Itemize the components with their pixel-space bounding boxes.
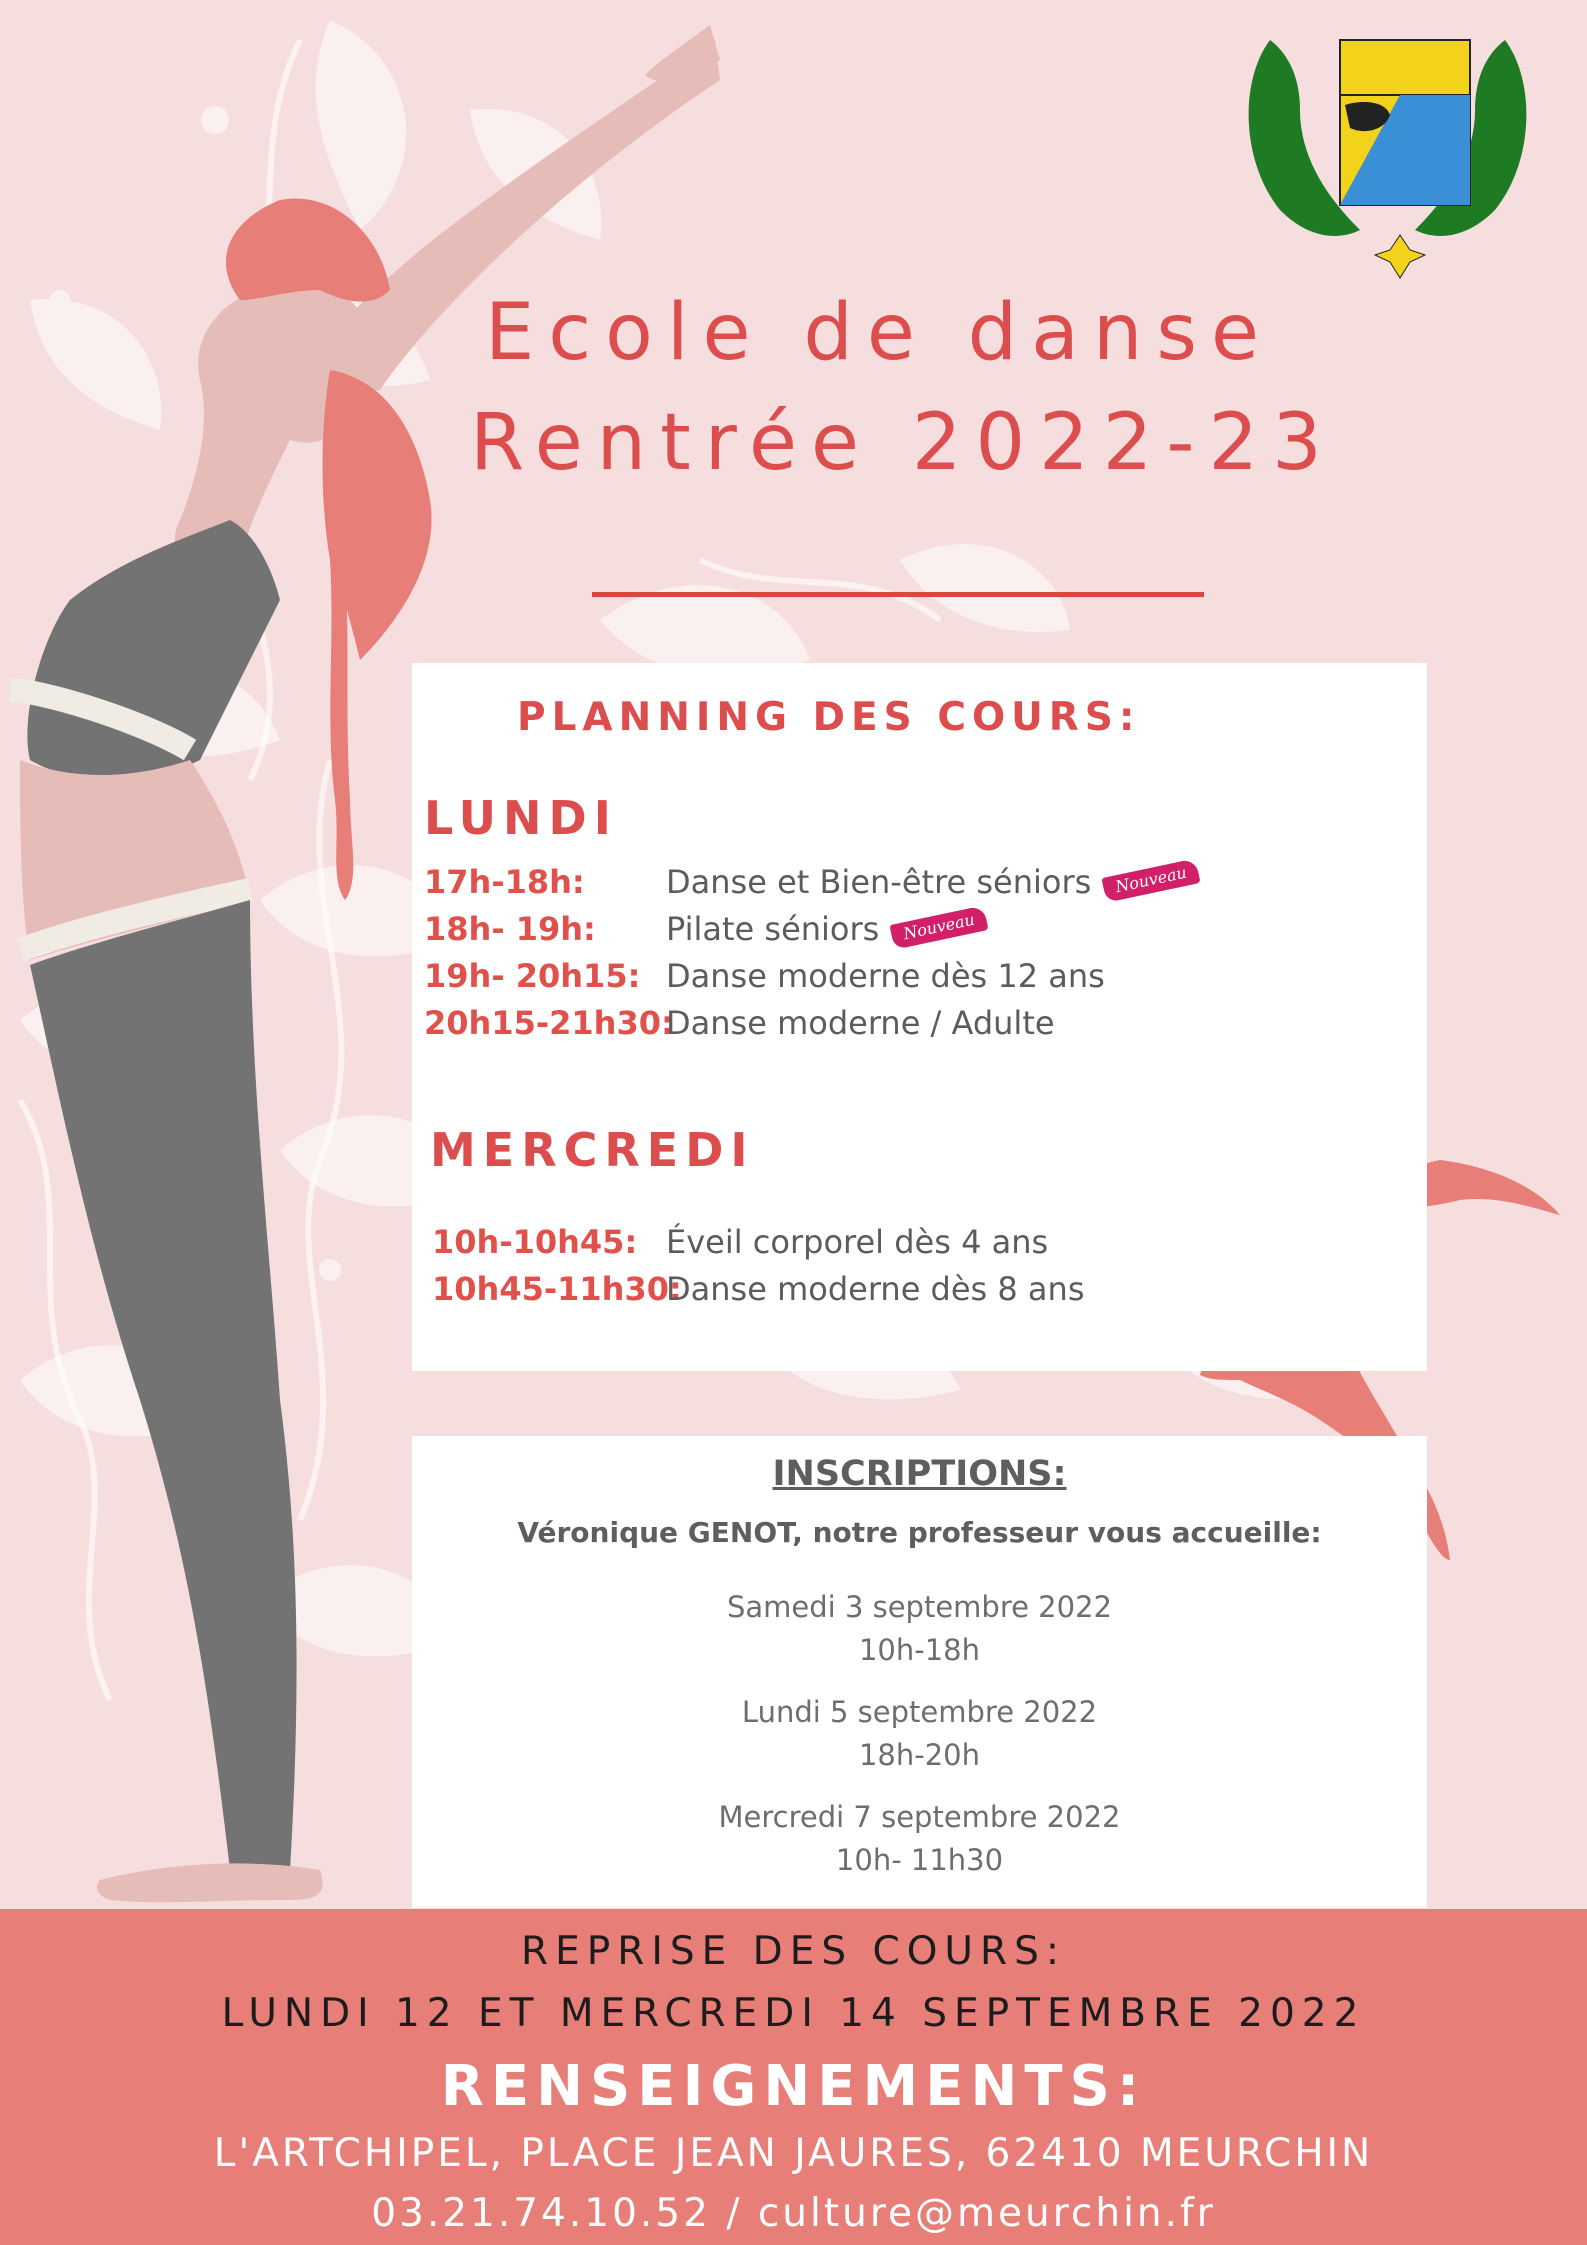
slot-label: Éveil corporel dès 4 ans [666,1223,1049,1261]
reprise-heading: REPRISE DES COURS: [521,1929,1066,1974]
day-lundi: LUNDI [424,791,618,845]
planning-card [412,663,1427,1371]
contact-line: 03.21.74.10.52 / culture@meurchin.fr [371,2191,1216,2236]
session-hours: 18h-20h [858,1738,981,1772]
slot-label-wrap [666,910,988,948]
title-divider [592,592,1204,597]
slot-time: 20h15-21h30: [424,1004,674,1042]
new-badge: Nouveau [1102,858,1201,902]
slot-label: Danse moderne / Adulte [666,1004,1055,1042]
session-hours: 10h- 11h30 [835,1843,1004,1877]
slot-label: Danse moderne dès 12 ans [666,957,1105,995]
reprise-dates: LUNDI 12 ET MERCREDI 14 SEPTEMBRE 2022 [221,1991,1366,2036]
planning-heading: PLANNING DES COURS: [517,695,1141,740]
slot-time: 10h-10h45: [432,1223,638,1261]
slot-time: 10h45-11h30: [432,1270,682,1308]
new-badge: Nouveau [890,905,989,949]
slot-label: Danse moderne dès 8 ans [666,1270,1085,1308]
session-date: Samedi 3 septembre 2022 [726,1590,1112,1624]
slot-time: 17h-18h: [424,863,585,901]
session-hours: 10h-18h [858,1633,981,1667]
slot-label-wrap [666,863,1200,901]
slot-label: Pilate séniors [666,910,880,948]
day-mercredi: MERCREDI [430,1123,755,1177]
slot-label: Danse et Bien-être séniors [666,863,1092,901]
address: L'ARTCHIPEL, PLACE JEAN JAURES, 62410 MEURCHIN [213,2131,1374,2176]
title-line-2: Rentrée 2022-23 [470,398,1336,488]
title-line-1: Ecole de danse [485,288,1274,378]
slot-time: 18h- 19h: [424,910,596,948]
inscriptions-card [412,1436,1427,1908]
slot-time: 19h- 20h15: [424,957,641,995]
info-heading: RENSEIGNEMENTS: [440,2054,1147,2119]
inscriptions-heading: INSCRIPTIONS: [772,1454,1067,1494]
session-date: Lundi 5 septembre 2022 [741,1695,1098,1729]
inscriptions-intro: Véronique GENOT, notre professeur vous accueille: [517,1516,1322,1549]
session-date: Mercredi 7 septembre 2022 [718,1800,1121,1834]
